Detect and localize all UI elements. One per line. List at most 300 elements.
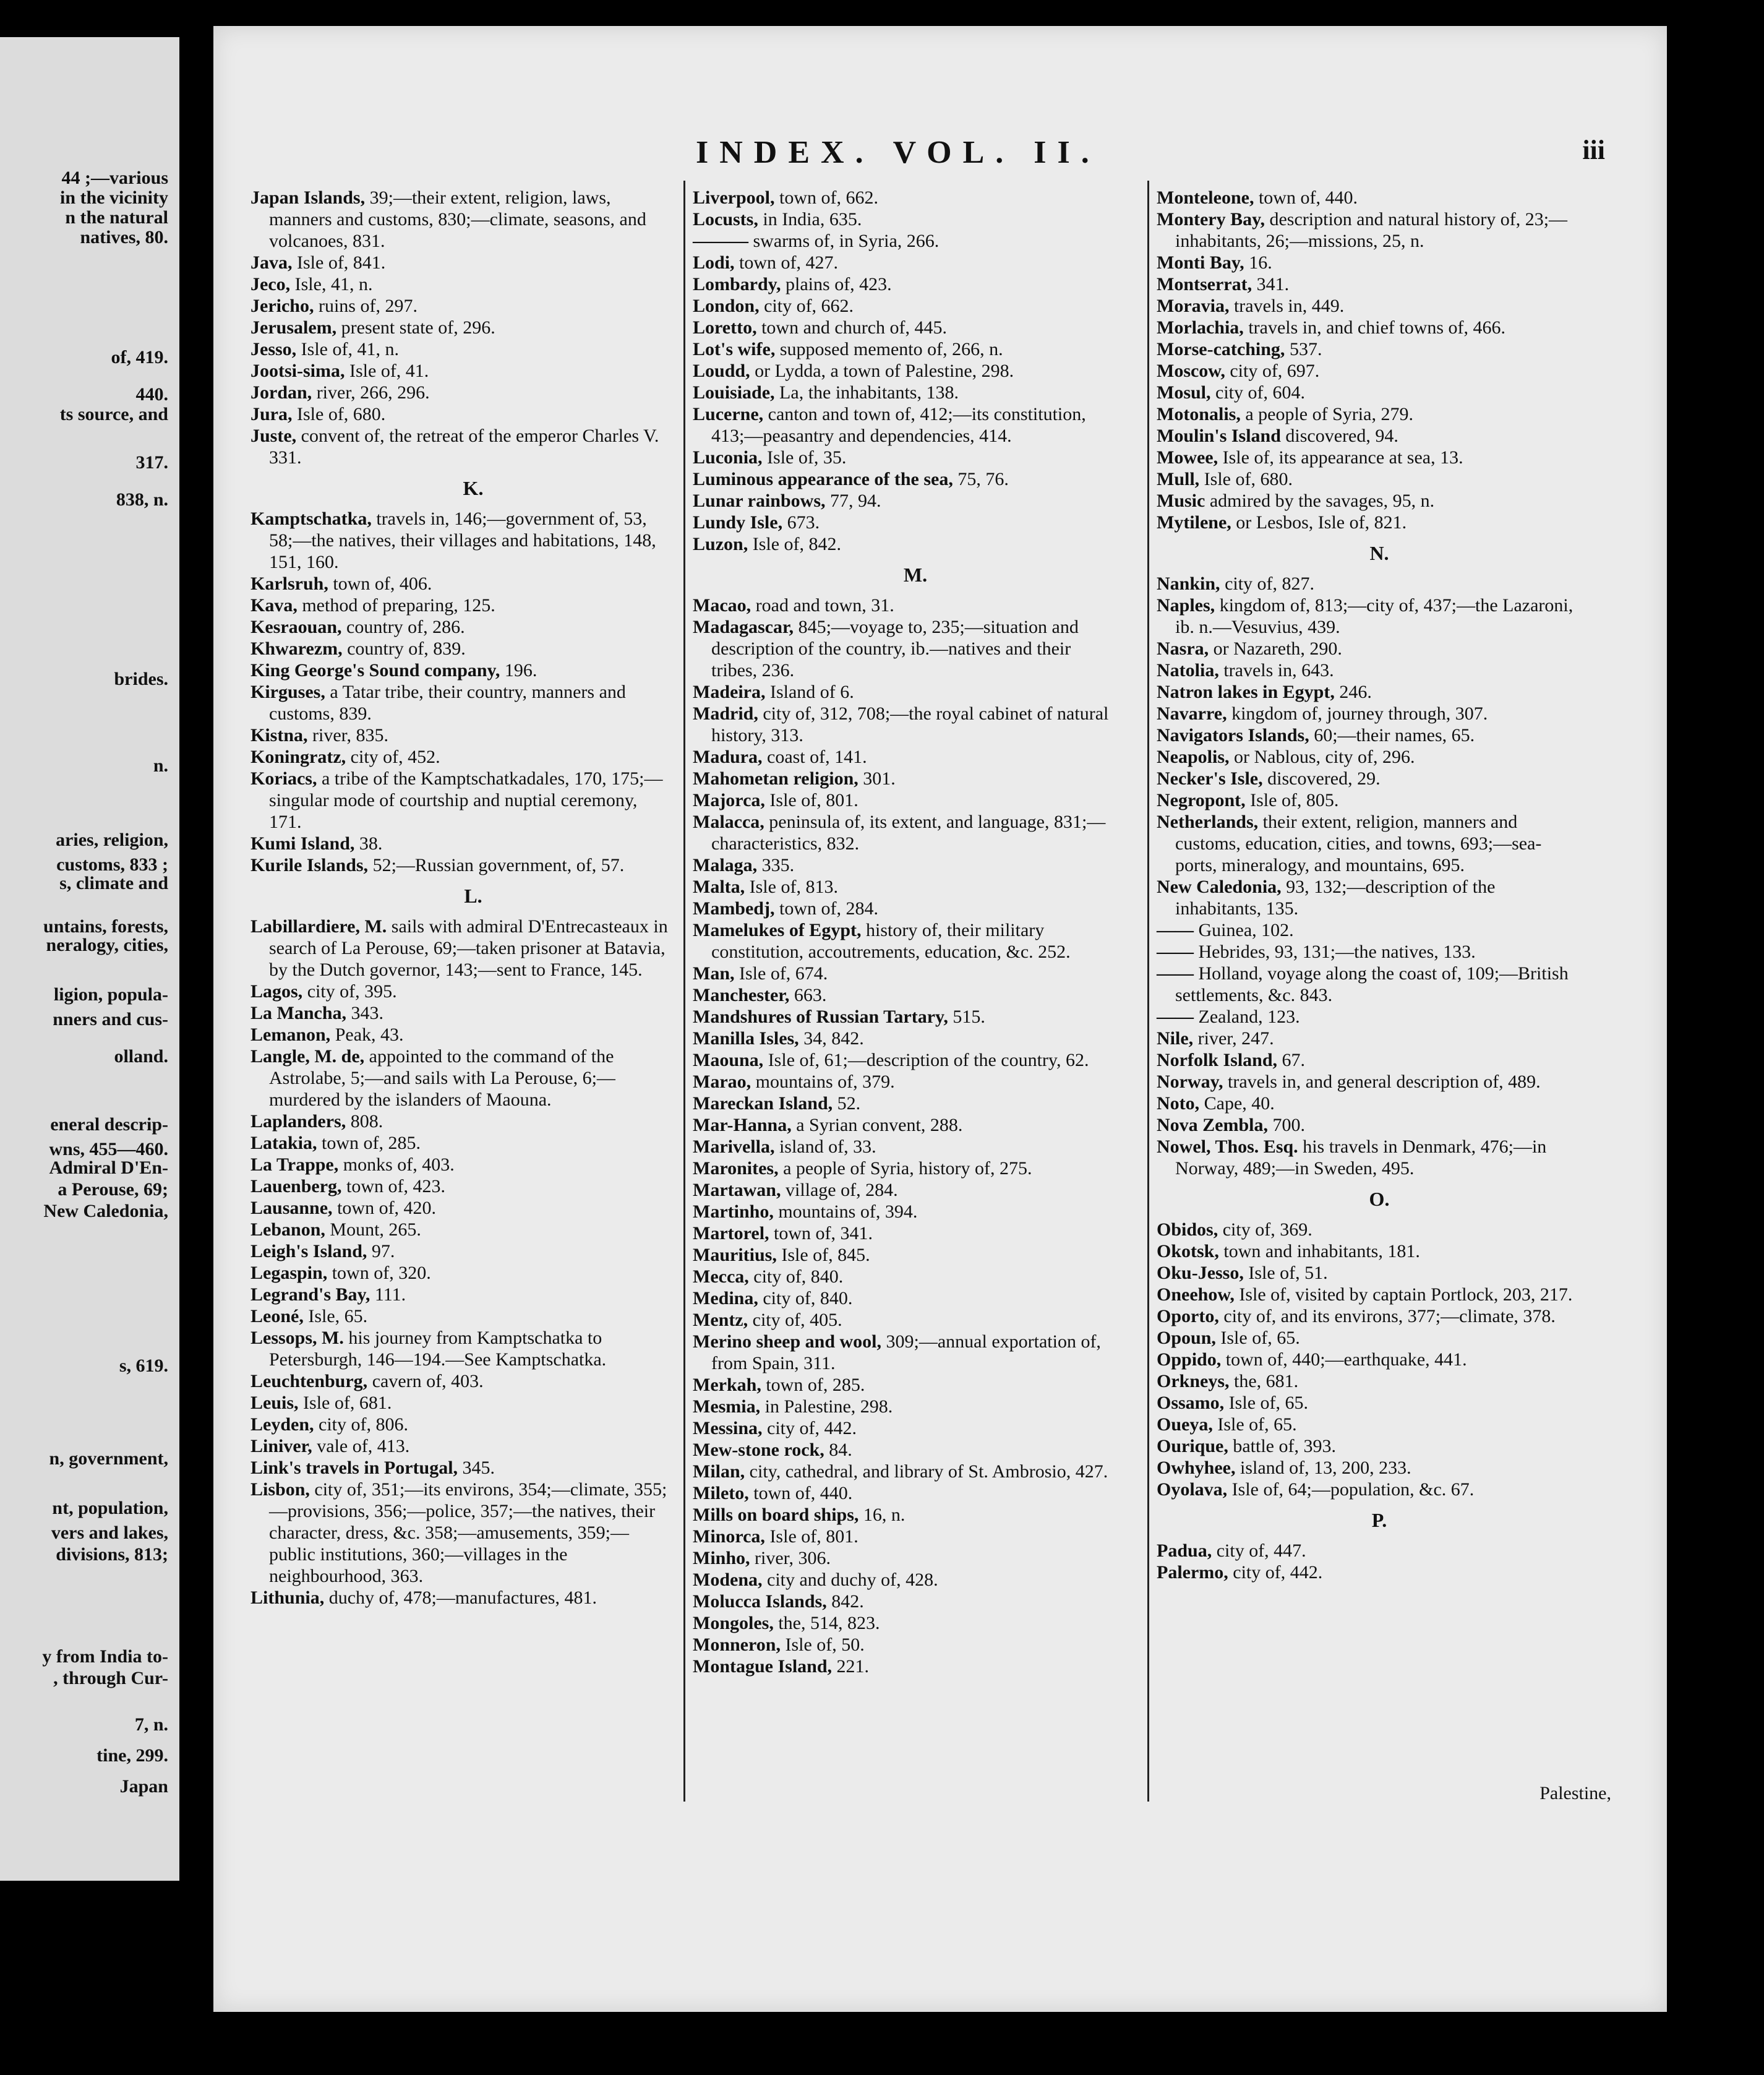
index-entry [250, 981, 671, 1002]
index-entry [693, 854, 1113, 876]
entry-heading: Nova Zembla, [1157, 1115, 1268, 1135]
entry-heading: Langle, M. de, [250, 1046, 365, 1067]
entry-heading: Necker's Isle, [1157, 768, 1263, 789]
index-entry [250, 916, 671, 981]
entry-text: town of, 423. [341, 1176, 446, 1196]
entry-heading: Merkah, [693, 1375, 761, 1395]
index-entry [1157, 1457, 1577, 1479]
entry-heading: Liniver, [250, 1436, 312, 1456]
index-entry [1157, 1071, 1577, 1093]
entry-text: town of, 285. [761, 1375, 865, 1395]
entry-heading: Martorel, [693, 1223, 769, 1244]
entry-text: 38. [354, 833, 383, 854]
entry-heading: Juste, [250, 426, 297, 446]
facing-page-text: 440. [135, 384, 168, 405]
index-entry [1157, 512, 1577, 533]
entry-text: present state of, 296. [336, 317, 495, 338]
index-entry [693, 273, 1113, 295]
entry-text: Peak, 43. [330, 1025, 404, 1045]
entry-text: 196. [500, 660, 537, 681]
entry-text: city of, 447. [1212, 1540, 1306, 1561]
entry-heading: Milan, [693, 1461, 745, 1482]
entry-text: or Lesbos, Isle of, 821. [1231, 512, 1407, 533]
entry-text: town of, 284. [774, 898, 878, 919]
index-entry [693, 1374, 1113, 1396]
entry-heading: Molucca Islands, [693, 1591, 827, 1612]
entry-heading: —— [1157, 963, 1194, 984]
entry-heading: Mambedj, [693, 898, 775, 919]
entry-text: a Syrian convent, 288. [791, 1115, 963, 1135]
index-entry [693, 1461, 1113, 1482]
entry-text: 221. [832, 1656, 870, 1677]
facing-page-text: 7, n. [134, 1714, 168, 1735]
index-column-3 [1157, 187, 1577, 1583]
entry-heading: Natron lakes in Egypt, [1157, 682, 1335, 702]
index-entry [693, 963, 1113, 984]
index-entry [1157, 425, 1577, 447]
entry-text: Isle of, 65. [1212, 1414, 1297, 1435]
index-entry [250, 317, 671, 338]
entry-heading: La Trappe, [250, 1154, 339, 1175]
entry-heading: Jesso, [250, 339, 297, 359]
index-entry [693, 1114, 1113, 1136]
entry-heading: Loudd, [693, 361, 750, 381]
entry-text: city of, 369. [1218, 1219, 1312, 1240]
facing-page-text: neralogy, cities, [46, 935, 168, 955]
entry-text: city and duchy of, 428. [762, 1570, 938, 1590]
entry-heading: Noto, [1157, 1093, 1200, 1114]
index-entry [1157, 919, 1577, 941]
entry-text: travels in, 449. [1229, 296, 1345, 316]
index-entry [693, 230, 1113, 252]
index-entry [693, 1569, 1113, 1591]
index-entry [693, 1266, 1113, 1287]
index-entry [693, 1006, 1113, 1028]
entry-heading: Link's travels in Portugal, [250, 1458, 458, 1478]
entry-text: village of, 284. [781, 1180, 898, 1200]
entry-heading: Luconia, [693, 447, 763, 468]
entry-heading: Modena, [693, 1570, 763, 1590]
entry-heading: Motonalis, [1157, 404, 1241, 424]
entry-text: 673. [782, 512, 820, 533]
entry-text: or Lydda, a town of Palestine, 298. [750, 361, 1014, 381]
entry-heading: Orkneys, [1157, 1371, 1230, 1391]
index-entry [693, 616, 1113, 681]
entry-text: discovered, 29. [1262, 768, 1381, 789]
entry-heading: Louisiade, [693, 382, 775, 403]
entry-heading: Lessops, M. [250, 1328, 344, 1348]
facing-page-text: 44 ;—various [61, 168, 168, 188]
entry-text: kingdom of, journey through, 307. [1227, 703, 1488, 724]
entry-heading: Jura, [250, 404, 293, 424]
index-entry [1157, 703, 1577, 724]
entry-heading: Minorca, [693, 1526, 765, 1547]
entry-text: travels in, and chief towns of, 466. [1243, 317, 1506, 338]
index-entry [693, 208, 1113, 230]
index-entry [1157, 1414, 1577, 1435]
index-entry [250, 1219, 671, 1240]
entry-heading: Koriacs, [250, 768, 317, 789]
entry-heading: Mileto, [693, 1483, 749, 1503]
index-entry [693, 1093, 1113, 1114]
entry-heading: —— [1157, 1007, 1194, 1027]
entry-text: convent of, the retreat of the emperor Charles V. 331. [269, 426, 659, 468]
index-entry [250, 595, 671, 616]
entry-text: Isle of, 841. [292, 252, 386, 273]
index-entry [250, 252, 671, 273]
entry-text: peninsula of, its extent, and language, 831;—characteristics, 832. [711, 812, 1106, 854]
index-entry [1157, 746, 1577, 768]
index-entry [693, 468, 1113, 490]
entry-text: city of, 662. [759, 296, 854, 316]
entry-heading: Majorca, [693, 790, 765, 810]
entry-text: city of, 827. [1220, 574, 1315, 594]
facing-page-text: n the natural [65, 207, 168, 228]
entry-heading: Netherlands, [1157, 812, 1259, 832]
index-entry [250, 1111, 671, 1132]
index-entry [250, 1327, 671, 1370]
index-entry [693, 1244, 1113, 1266]
facing-page-text: a Perouse, 69; [58, 1179, 168, 1200]
entry-text: plains of, 423. [781, 274, 892, 294]
entry-text: Isle of, 801. [764, 1526, 858, 1547]
index-entry [1157, 1136, 1577, 1179]
entry-heading: Naples, [1157, 595, 1215, 616]
entry-heading: Koningratz, [250, 747, 346, 767]
index-entry [1157, 360, 1577, 382]
index-entry [693, 876, 1113, 898]
entry-text: Mount, 265. [325, 1219, 421, 1240]
entry-text: 663. [789, 985, 827, 1005]
entry-heading: Java, [250, 252, 293, 273]
entry-text: 246. [1334, 682, 1372, 702]
index-entry [693, 919, 1113, 963]
entry-text: river, 835. [307, 725, 388, 745]
entry-text: Isle of, 41. [345, 361, 429, 381]
entry-text: mountains of, 379. [751, 1072, 895, 1092]
index-entry [250, 273, 671, 295]
entry-text: duchy of, 478;—manufactures, 481. [324, 1587, 597, 1608]
entry-text: Isle of, 681. [298, 1393, 392, 1413]
entry-heading: Mull, [1157, 469, 1200, 489]
entry-heading: Mar-Hanna, [693, 1115, 792, 1135]
facing-page-text: n. [153, 755, 168, 776]
entry-text: city of, 840. [758, 1288, 853, 1308]
entry-text: the, 681. [1229, 1371, 1299, 1391]
index-entry [250, 1046, 671, 1111]
facing-page-text: in the vicinity [59, 187, 168, 208]
facing-page-text: y from India to- [42, 1646, 168, 1667]
index-entry [250, 1392, 671, 1414]
entry-text: 34, 842. [799, 1028, 864, 1049]
section-letter: M. [903, 564, 928, 586]
section-letter: L. [464, 885, 482, 907]
facing-page-text: s, climate and [59, 873, 168, 893]
index-entry [1157, 1435, 1577, 1457]
entry-text: town of, 406. [328, 574, 432, 594]
entry-text: Isle, 65. [303, 1306, 368, 1326]
entry-heading: Maronites, [693, 1158, 779, 1179]
index-entry [1157, 1479, 1577, 1500]
index-entry [1157, 595, 1577, 638]
entry-text: town of, 427. [734, 252, 839, 273]
entry-text: country of, 839. [342, 638, 466, 659]
entry-text: Isle of, 65. [1215, 1328, 1300, 1348]
entry-heading: Legaspin, [250, 1263, 328, 1283]
entry-text: Isle of, visited by captain Portlock, 203, 217. [1234, 1284, 1573, 1305]
entry-heading: Jordan, [250, 382, 312, 403]
entry-text: 341. [1252, 274, 1290, 294]
entry-heading: Kistna, [250, 725, 308, 745]
index-entry [693, 1591, 1113, 1612]
entry-text: coast of, 141. [762, 747, 867, 767]
index-entry [1157, 941, 1577, 963]
index-entry [250, 1024, 671, 1046]
facing-page-text: tine, 299. [96, 1745, 168, 1766]
entry-text: town and inhabitants, 181. [1218, 1241, 1420, 1261]
entry-text: 537. [1285, 339, 1322, 359]
entry-heading: Leyden, [250, 1414, 314, 1435]
facing-page-text: s, 619. [119, 1355, 168, 1376]
entry-text: canton and town of, 412;—its constitution, 413;—peasantry and dependencies, 414. [711, 404, 1086, 446]
entry-text: his travels in Denmark, 476;—in Norway, 489;—in Sweden, 495. [1175, 1136, 1547, 1179]
entry-text: city of, 405. [748, 1310, 842, 1330]
facing-page-text: ligion, popula- [53, 984, 168, 1005]
entry-heading: King George's Sound company, [250, 660, 500, 681]
entry-heading: Mowee, [1157, 447, 1218, 468]
entry-heading: Moulin's Island [1157, 426, 1281, 446]
entry-text: in Palestine, 298. [760, 1396, 893, 1417]
entry-text: Isle of, its appearance at sea, 13. [1218, 447, 1463, 468]
index-entry [250, 724, 671, 746]
index-entry [693, 1612, 1113, 1634]
index-entry [1157, 1392, 1577, 1414]
entry-text: supposed memento of, 266, n. [775, 339, 1003, 359]
page-header [213, 134, 1667, 178]
entry-heading: Marao, [693, 1072, 751, 1092]
entry-heading: Labillardiere, M. [250, 916, 387, 937]
entry-heading: Jerusalem, [250, 317, 337, 338]
entry-heading: Lucerne, [693, 404, 764, 424]
entry-text: town of, 285. [317, 1133, 421, 1153]
entry-text: city of, 442. [762, 1418, 857, 1438]
entry-text: city of, 604. [1210, 382, 1305, 403]
entry-text: river, 306. [750, 1548, 831, 1568]
entry-heading: Monteleone, [1157, 187, 1254, 208]
index-entry [693, 1439, 1113, 1461]
entry-heading: Navigators Islands, [1157, 725, 1309, 745]
index-entry [250, 360, 671, 382]
entry-heading: Kamptschatka, [250, 509, 372, 529]
index-entry [250, 1262, 671, 1284]
entry-heading: Manchester, [693, 985, 790, 1005]
entry-text: town of, 420. [332, 1198, 437, 1218]
index-entry [1157, 1327, 1577, 1349]
index-entry [1157, 1049, 1577, 1071]
index-entry [693, 1309, 1113, 1331]
facing-page-text: , through Cur- [53, 1668, 168, 1688]
entry-text: method of preparing, 125. [297, 595, 495, 616]
index-entry [1157, 317, 1577, 338]
index-entry [250, 616, 671, 638]
index-entry [250, 681, 671, 724]
entry-text: or Nazareth, 290. [1209, 638, 1342, 659]
facing-page-text: eneral descrip- [50, 1114, 168, 1135]
entry-text: town of, 440;—earthquake, 441. [1221, 1349, 1467, 1370]
entry-text: 345. [458, 1458, 495, 1478]
index-entry [693, 811, 1113, 854]
index-entry [1157, 403, 1577, 425]
entry-heading: Nowel, Thos. Esq. [1157, 1136, 1298, 1157]
entry-heading: Oku-Jesso, [1157, 1263, 1244, 1283]
index-entry [250, 1197, 671, 1219]
index-entry [250, 573, 671, 595]
index-entry [250, 1132, 671, 1154]
facing-page-text: customs, 833 ; [56, 854, 168, 875]
index-entry [1157, 963, 1577, 1006]
index-entry [693, 1547, 1113, 1569]
entry-text: Hebrides, 93, 131;—the natives, 133. [1194, 942, 1476, 962]
entry-heading: Martawan, [693, 1180, 781, 1200]
entry-text: 309;—annual exportation of, from Spain, 311. [711, 1331, 1101, 1373]
index-entry [1157, 1006, 1577, 1028]
index-entry [1157, 1093, 1577, 1114]
index-entry [693, 1049, 1113, 1071]
entry-heading: Mauritius, [693, 1245, 777, 1265]
entry-text: cavern of, 403. [367, 1371, 484, 1391]
entry-text: town of, 662. [774, 187, 878, 208]
index-entry [693, 789, 1113, 811]
facing-page-text: divisions, 813; [56, 1544, 168, 1565]
entry-heading: Maouna, [693, 1050, 764, 1070]
entry-heading: Montserrat, [1157, 274, 1252, 294]
entry-heading: Luzon, [693, 534, 748, 554]
index-entry [250, 382, 671, 403]
facing-page-text: 838, n. [116, 489, 168, 510]
entry-heading: Monti Bay, [1157, 252, 1244, 273]
entry-text: 111. [370, 1284, 406, 1305]
entry-text: Isle of, 680. [292, 404, 386, 424]
facing-page-text: vers and lakes, [51, 1523, 168, 1543]
entry-text: a people of Syria, 279. [1240, 404, 1413, 424]
entry-heading: Lebanon, [250, 1219, 325, 1240]
entry-text: history of, their military constitution, accoutrements, education, &c. 252. [711, 920, 1071, 962]
index-entry [693, 382, 1113, 403]
entry-heading: Mareckan Island, [693, 1093, 833, 1114]
index-entry [250, 338, 671, 360]
entry-heading: Music [1157, 491, 1205, 511]
entry-heading: Kava, [250, 595, 298, 616]
entry-heading: Norway, [1157, 1072, 1223, 1092]
index-entry [1157, 1284, 1577, 1305]
entry-text: their extent, religion, manners and customs, education, cities, and towns, 693;—sea-ports, mineralogy, and mountains, 695. [1175, 812, 1542, 875]
entry-heading: Malaga, [693, 855, 758, 875]
entry-text: Isle of, 61;—description of the country, 62. [763, 1050, 1089, 1070]
entry-text: monks of, 403. [338, 1154, 455, 1175]
entry-heading: Nasra, [1157, 638, 1209, 659]
entry-heading: Lodi, [693, 252, 735, 273]
index-column-2 [693, 187, 1113, 1677]
index-entry [1157, 295, 1577, 317]
index-entry [1157, 382, 1577, 403]
entry-text: 67. [1277, 1050, 1306, 1070]
entry-heading: Leuchtenburg, [250, 1371, 368, 1391]
entry-heading: Oporto, [1157, 1306, 1219, 1326]
index-entry [250, 1435, 671, 1457]
entry-text: country of, 286. [341, 617, 465, 637]
column-rule [683, 181, 685, 1802]
index-entry [693, 1136, 1113, 1158]
entry-heading: Merino sheep and wool, [693, 1331, 882, 1352]
entry-text: city of, 806. [314, 1414, 408, 1435]
entry-text: vale of, 413. [312, 1436, 410, 1456]
index-entry [693, 1396, 1113, 1417]
index-entry [693, 533, 1113, 555]
index-entry [1157, 638, 1577, 659]
index-entry [693, 447, 1113, 468]
index-entry [1157, 252, 1577, 273]
entry-text: 808. [346, 1111, 383, 1132]
entry-text: city of, 442. [1228, 1562, 1323, 1583]
entry-text: 77, 94. [825, 491, 881, 511]
index-entry [693, 317, 1113, 338]
entry-heading: Oyolava, [1157, 1479, 1228, 1500]
entry-text: in India, 635. [758, 209, 862, 230]
entry-text: discovered, 94. [1280, 426, 1398, 446]
facing-page-text: untains, forests, [43, 916, 168, 937]
entry-text: 97. [367, 1241, 395, 1261]
entry-text: the, 514, 823. [773, 1613, 880, 1633]
entry-text: Isle of, 64;—population, &c. 67. [1227, 1479, 1475, 1500]
entry-heading: Navarre, [1157, 703, 1227, 724]
index-entry [1157, 273, 1577, 295]
entry-heading: Mosul, [1157, 382, 1211, 403]
entry-heading: Jeco, [250, 274, 291, 294]
index-entry [1157, 468, 1577, 490]
entry-text: town of, 440. [748, 1483, 853, 1503]
entry-heading: Locusts, [693, 209, 758, 230]
entry-heading: Mongoles, [693, 1613, 774, 1633]
index-entry [693, 1656, 1113, 1677]
entry-heading: La Mancha, [250, 1003, 347, 1023]
facing-page-text: olland. [114, 1046, 168, 1067]
entry-heading: —— [1157, 920, 1194, 940]
index-entry [693, 1222, 1113, 1244]
entry-text: river, 247. [1193, 1028, 1274, 1049]
entry-heading: Khwarezm, [250, 638, 343, 659]
entry-heading: Madrid, [693, 703, 758, 724]
entry-text: swarms of, in Syria, 266. [748, 231, 940, 251]
index-entry [693, 898, 1113, 919]
index-entry [250, 1457, 671, 1479]
entry-text: 842. [826, 1591, 864, 1612]
index-entry [1157, 447, 1577, 468]
entry-heading: Malacca, [693, 812, 764, 832]
entry-heading: Moravia, [1157, 296, 1230, 316]
entry-text: Holland, voyage along the coast of, 109;—British settlements, &c. 843. [1175, 963, 1569, 1005]
entry-text: 515. [948, 1007, 985, 1027]
facing-page-text: brides. [114, 669, 168, 689]
entry-heading: Mahometan religion, [693, 768, 858, 789]
entry-heading: Mills on board ships, [693, 1505, 859, 1525]
entry-heading: Japan Islands, [250, 187, 366, 208]
entry-heading: Mecca, [693, 1266, 749, 1287]
entry-text: 16. [1244, 252, 1272, 273]
entry-text: a tribe of the Kamptschatkadales, 170, 175;—singular mode of courtship and nuptial ceremony, 171. [269, 768, 663, 832]
index-entry [250, 1587, 671, 1609]
index-entry [1157, 1262, 1577, 1284]
entry-heading: Negropont, [1157, 790, 1246, 810]
